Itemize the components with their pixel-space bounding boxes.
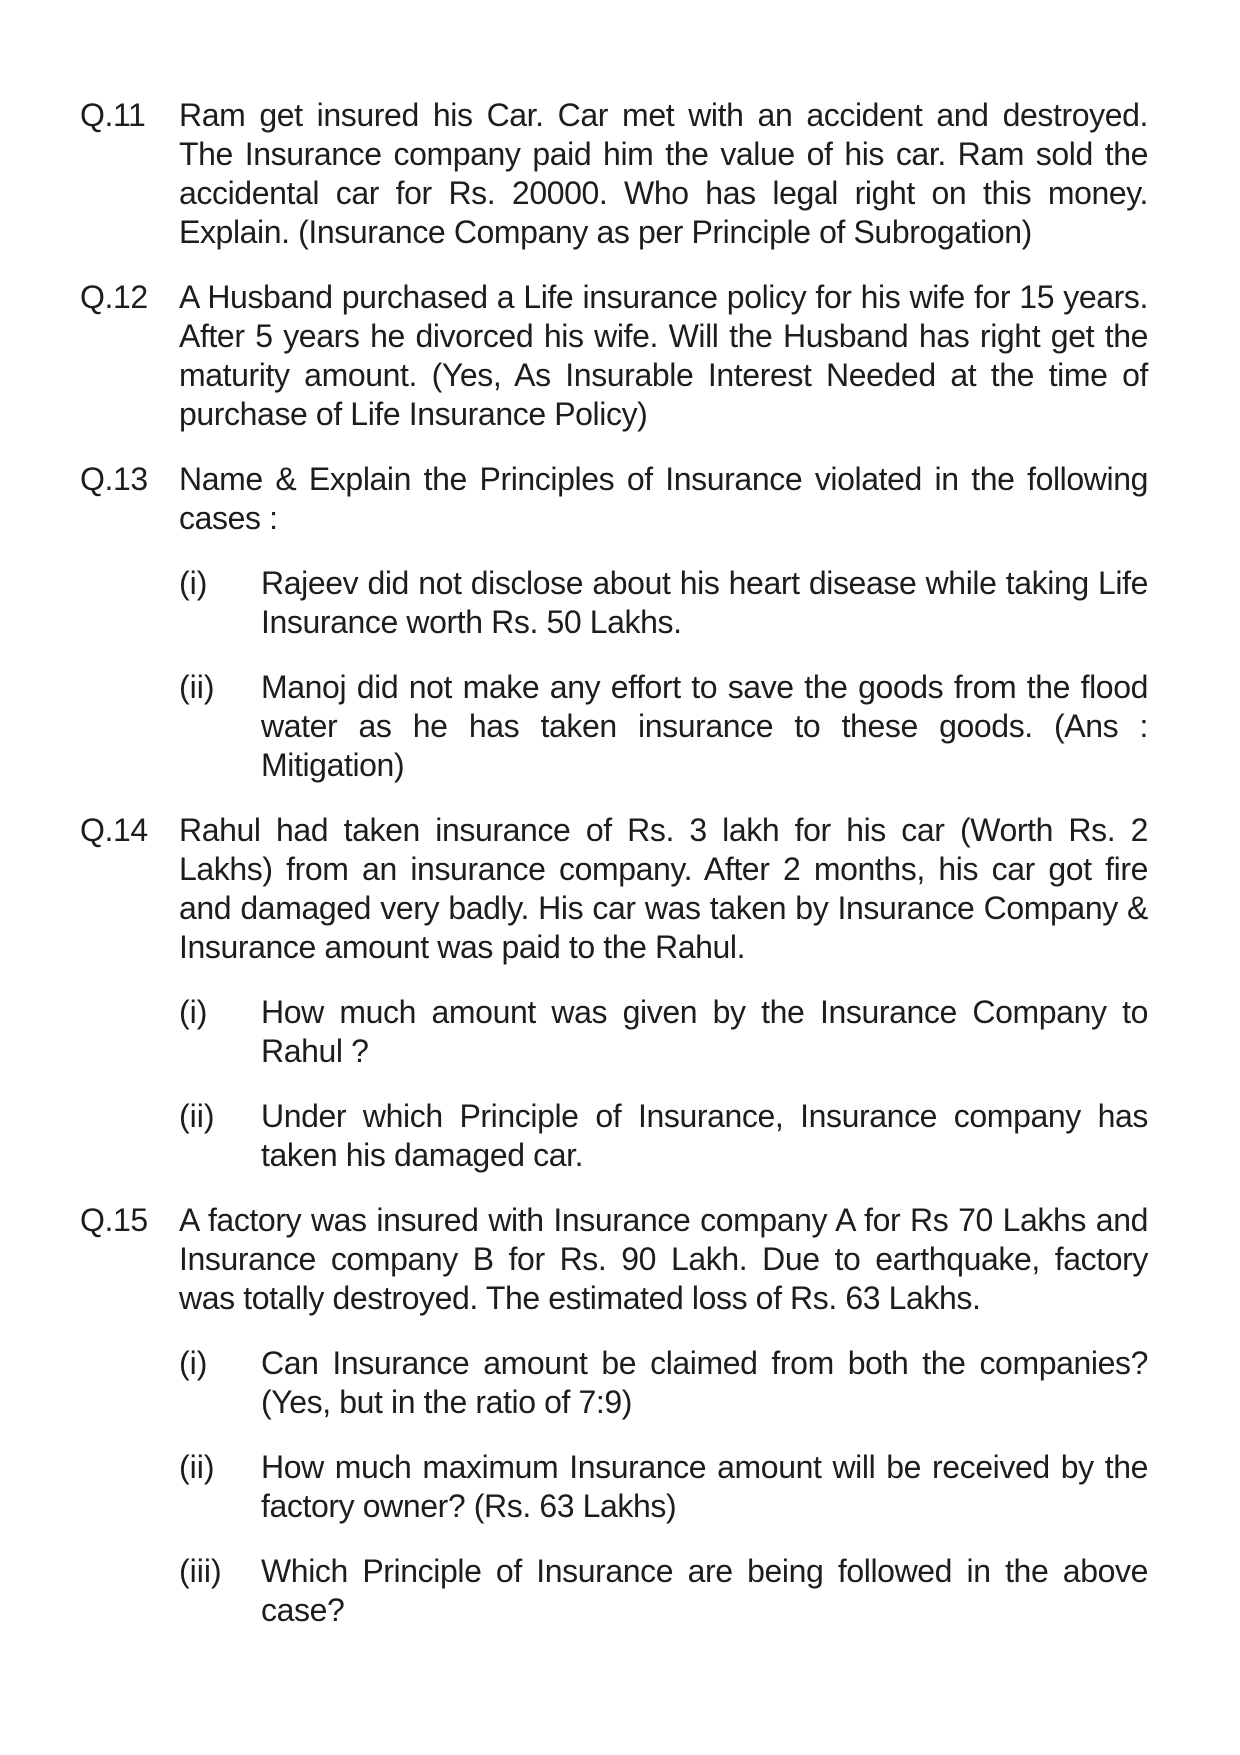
sub-question-text: Manoj did not make any effort to save the goods from the flood water as he has taken insurance to these goods. (Ans : Mitigation)	[261, 669, 1148, 783]
question-text: A factory was insured with Insurance company A for Rs 70 Lakhs and Insurance company B for Rs. 90 Lakh. Due to earthquake, factory was totally destroyed. The estimated loss of Rs. 63 Lakhs.	[179, 1202, 1148, 1316]
sub-question-number: (i)	[179, 1345, 208, 1381]
sub-question	[179, 1552, 1148, 1630]
sub-question-list	[179, 564, 1148, 785]
question-text: Name & Explain the Principles of Insurance violated in the following cases :	[179, 461, 1148, 536]
question-13	[80, 460, 1148, 785]
question-number: Q.14	[80, 812, 148, 848]
question-number: Q.15	[80, 1202, 148, 1238]
sub-question	[179, 1097, 1148, 1175]
sub-question-text: Which Principle of Insurance are being followed in the above case?	[261, 1553, 1148, 1628]
sub-question-text: How much amount was given by the Insurance Company to Rahul ?	[261, 994, 1148, 1069]
question-number: Q.11	[80, 97, 146, 133]
sub-question	[179, 1448, 1148, 1526]
question-15	[80, 1201, 1148, 1630]
sub-question-text: How much maximum Insurance amount will be received by the factory owner? (Rs. 63 Lakhs)	[261, 1449, 1148, 1524]
question-number: Q.13	[80, 461, 148, 497]
sub-question	[179, 564, 1148, 642]
sub-question-number: (ii)	[179, 669, 215, 705]
question-12	[80, 278, 1148, 434]
sub-question-text: Can Insurance amount be claimed from both the companies? (Yes, but in the ratio of 7:9)	[261, 1345, 1148, 1420]
sub-question-number: (ii)	[179, 1098, 215, 1134]
question-text: Ram get insured his Car. Car met with an accident and destroyed. The Insurance company paid him the value of his car. Ram sold the accidental car for Rs. 20000. Who has legal right on this money. Explain. (Insurance Company as per Principle of Subrogation)	[179, 97, 1148, 250]
question-body	[179, 278, 1148, 434]
sub-question-list	[179, 993, 1148, 1175]
question-body	[179, 811, 1148, 1175]
sub-question-text: Rajeev did not disclose about his heart disease while taking Life Insurance worth Rs. 50 Lakhs.	[261, 565, 1148, 640]
question-text: Rahul had taken insurance of Rs. 3 lakh for his car (Worth Rs. 2 Lakhs) from an insurance company. After 2 months, his car got fire and damaged very badly. His car was taken by Insurance Company & Insurance amount was paid to the Rahul.	[179, 812, 1148, 965]
sub-question	[179, 993, 1148, 1071]
sub-question-text: Under which Principle of Insurance, Insurance company has taken his damaged car.	[261, 1098, 1148, 1173]
question-body	[179, 460, 1148, 785]
sub-question	[179, 1344, 1148, 1422]
sub-question	[179, 668, 1148, 785]
question-11	[80, 96, 1148, 252]
question-body	[179, 96, 1148, 252]
question-number: Q.12	[80, 279, 148, 315]
sub-question-number: (i)	[179, 994, 208, 1030]
sub-question-list	[179, 1344, 1148, 1630]
sub-question-number: (i)	[179, 565, 208, 601]
sub-question-number: (ii)	[179, 1449, 215, 1485]
question-body	[179, 1201, 1148, 1630]
question-text: A Husband purchased a Life insurance policy for his wife for 15 years. After 5 years he divorced his wife. Will the Husband has right get the maturity amount. (Yes, As Insurable Interest Needed at the time of purchase of Life Insurance Policy)	[179, 279, 1148, 432]
question-14	[80, 811, 1148, 1175]
sub-question-number: (iii)	[179, 1553, 222, 1589]
